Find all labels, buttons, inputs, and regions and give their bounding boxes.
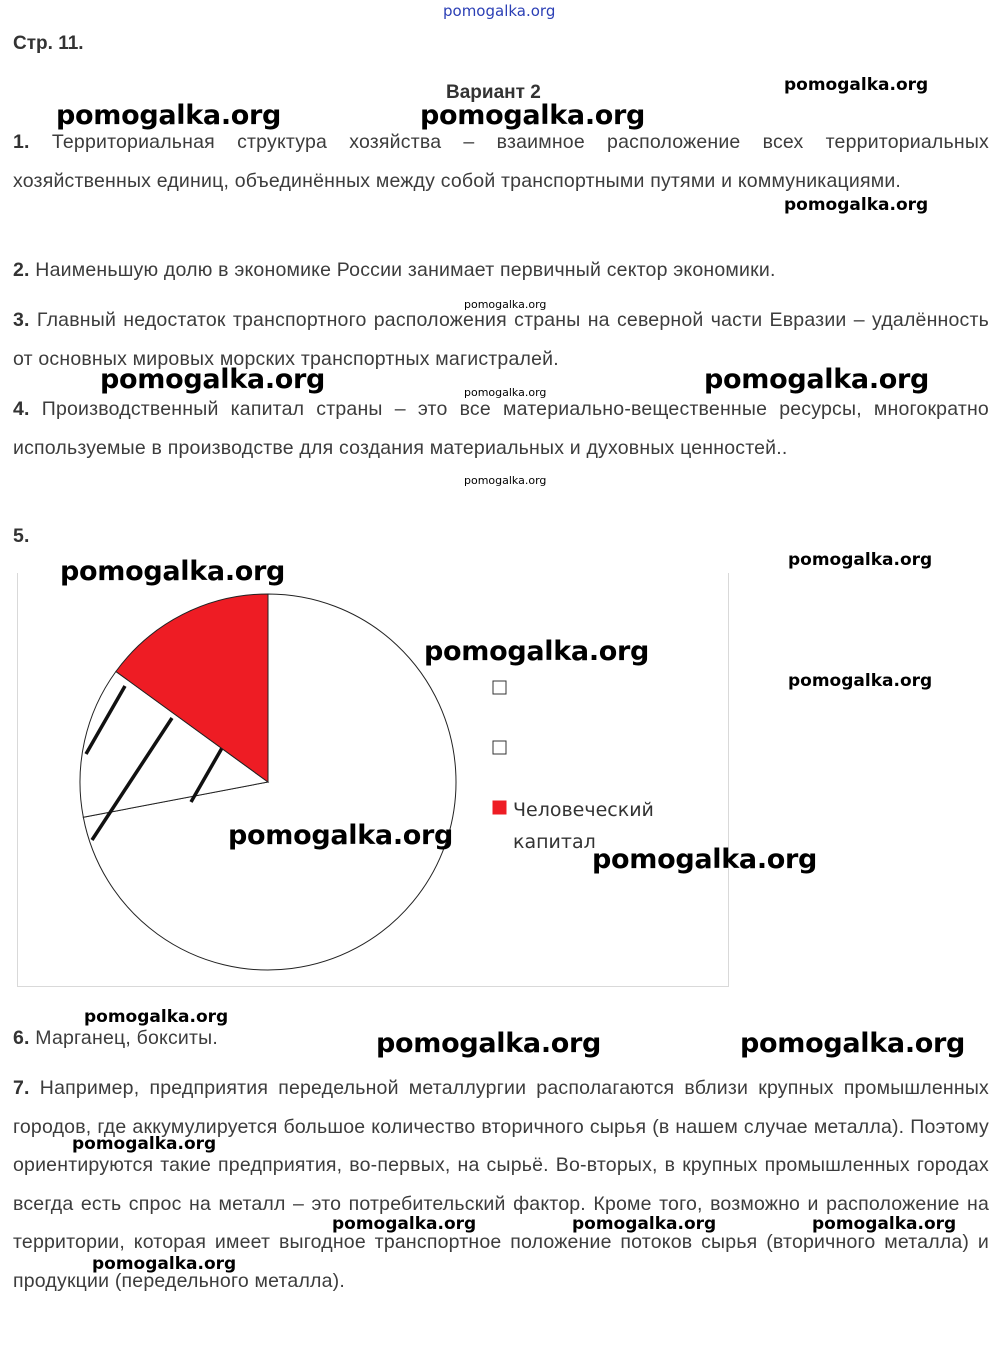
watermark: pomogalka.org — [72, 1134, 217, 1154]
legend-swatch — [493, 681, 506, 694]
watermark: pomogalka.org — [704, 364, 930, 395]
answer-number: 7. — [13, 1077, 30, 1099]
watermark: pomogalka.org — [572, 1214, 717, 1234]
answer-text: Главный недостаток транспортного расположения страны на северной части Евразии – удалённость от основных мировых морских транспортных магистралей. — [13, 309, 989, 370]
watermark: pomogalka.org — [788, 671, 933, 691]
watermark: pomogalka.org — [592, 844, 818, 875]
top-watermark: pomogalka.org — [443, 2, 556, 20]
answer-number: 4. — [13, 398, 30, 420]
watermark: pomogalka.org — [784, 75, 929, 95]
watermark: pomogalka.org — [784, 195, 929, 215]
answer-number: 1. — [13, 131, 30, 153]
answer-number: 5. — [13, 525, 30, 547]
watermark: pomogalka.org — [788, 550, 933, 570]
watermark: pomogalka.org — [464, 298, 547, 311]
answer-text: Марганец, бокситы. — [35, 1027, 218, 1049]
watermark: pomogalka.org — [332, 1214, 477, 1234]
legend-swatch — [493, 741, 506, 754]
legend-label: Человеческий — [513, 799, 654, 821]
answer-text: Производственный капитал страны – это все материально-вещественные ресурсы, многократно используемые в производстве для создания материальных и духовных ценностей.. — [13, 398, 989, 459]
answer-text: Наименьшую долю в экономике России занимает первичный сектор экономики. — [35, 259, 776, 281]
legend-label: капитал — [513, 831, 596, 853]
legend-swatch — [493, 801, 506, 814]
watermark: pomogalka.org — [84, 1007, 229, 1027]
watermark: pomogalka.org — [228, 820, 454, 851]
watermark: pomogalka.org — [420, 100, 646, 131]
answer-number: 6. — [13, 1027, 30, 1049]
answer-text: Например, предприятия передельной металлургии располагаются вблизи крупных промышленных городов, где аккумулируется большое количество вторичного сырья (в нашем случае металла). Поэтому ориентируются такие предприятия, во-первых, на сырьё. Во-вторых, в крупных промышленных городах всегда есть спрос на металл – это потребительский фактор. Кроме того, возможно и расположение на территории, которая имеет выгодное транспортное положение потоков сырья (вторичного металла) и продукции (передельного металла). — [13, 1077, 989, 1292]
watermark: pomogalka.org — [92, 1254, 237, 1274]
answer-number: 3. — [13, 309, 30, 331]
watermark: pomogalka.org — [56, 100, 282, 131]
page-label: Стр. 11. — [13, 33, 84, 54]
watermark: pomogalka.org — [376, 1028, 602, 1059]
variant-title: Вариант 2 — [446, 82, 541, 103]
watermark: pomogalka.org — [424, 636, 650, 667]
watermark: pomogalka.org — [60, 556, 286, 587]
chart-legend — [493, 681, 654, 853]
watermark: pomogalka.org — [464, 474, 547, 487]
answer-number: 2. — [13, 259, 30, 281]
watermark: pomogalka.org — [740, 1028, 966, 1059]
watermark: pomogalka.org — [464, 386, 547, 399]
answer-text: Территориальная структура хозяйства – взаимное расположение всех территориальных хозяйственных единиц, объединённых между собой транспортными путями и коммуникациями. — [13, 131, 990, 192]
watermark: pomogalka.org — [100, 364, 326, 395]
pie-slices — [80, 594, 456, 970]
watermark: pomogalka.org — [812, 1214, 957, 1234]
